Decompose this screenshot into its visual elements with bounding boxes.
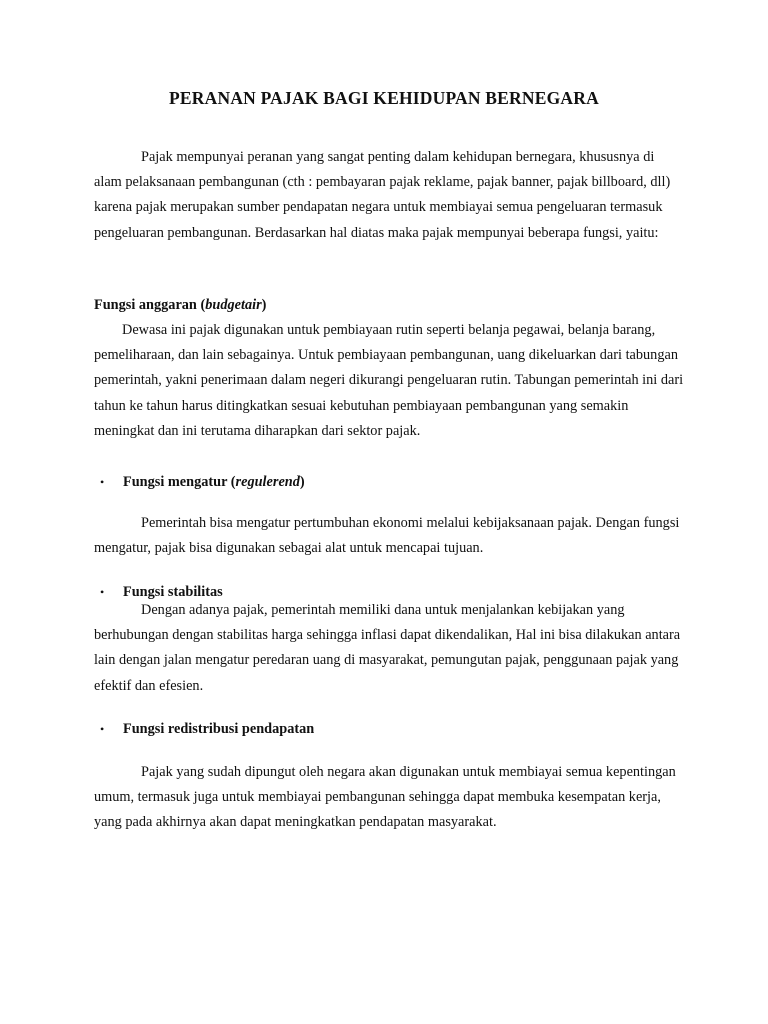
section-heading-anggaran: Fungsi anggaran (budgetair)	[94, 297, 267, 313]
section-heading-redistribusi: Fungsi redistribusi pendapatan	[123, 721, 315, 737]
section-heading-stabilitas: Fungsi stabilitas	[123, 584, 223, 600]
section-body-mengatur: Pemerintah bisa mengatur pertumbuhan ekonomi melalui kebijaksanaan pajak. Dengan fungsi mengatur, pajak bisa digunakan sebagai alat untuk mencapai tujuan.	[94, 515, 680, 557]
bullet-icon: •	[100, 475, 105, 489]
section-heading-mengatur: Fungsi mengatur (regulerend)	[123, 474, 305, 490]
page-title: PERANAN PAJAK BAGI KEHIDUPAN BERNEGARA	[169, 88, 599, 108]
intro-paragraph: Pajak mempunyai peranan yang sangat penting dalam kehidupan bernegara, khususnya di alam pelaksanaan pembangunan (cth : pembayaran pajak reklame, pajak banner, pajak billboard, dll) karena pajak merupakan sumber pendapatan negara untuk membiayai semua pengeluaran termasuk pengeluaran pembangunan. Berdasarkan hal diatas maka pajak mempunyai beberapa fungsi, yaitu:	[94, 149, 671, 241]
section-body-stabilitas: Dengan adanya pajak, pemerintah memiliki dana untuk menjalankan kebijakan yang berhubungan dengan stabilitas harga sehingga inflasi dapat dikendalikan, Hal ini bisa dilakukan antara lain dengan jalan mengatur peredaran uang di masyarakat, pemungutan pajak, penggunaan pajak yang efektif dan efesien.	[94, 602, 681, 694]
section-body-redistribusi: Pajak yang sudah dipungut oleh negara akan digunakan untuk membiayai semua kepentingan umum, termasuk juga untuk membiayai pembangunan sehingga dapat membuka kesempatan kerja, yang pada akhirnya akan dapat meningkatkan pendapatan masyarakat.	[94, 764, 676, 831]
section-body-anggaran: Dewasa ini pajak digunakan untuk pembiayaan rutin seperti belanja pegawai, belanja barang, pemeliharaan, dan lain sebagainya. Untuk pembiayaan pembangunan, uang dikeluarkan dari tabungan pemerintah, yakni penerimaan dalam negeri dikurangi pengeluaran rutin. Tabungan pemerintah ini dari tahun ke tahun harus ditingkatkan sesuai kebutuhan pembiayaan pembangunan yang semakin meningkat dan ini terutama diharapkan dari sektor pajak.	[94, 322, 684, 439]
bullet-icon: •	[100, 585, 105, 599]
bullet-icon: •	[100, 722, 105, 736]
